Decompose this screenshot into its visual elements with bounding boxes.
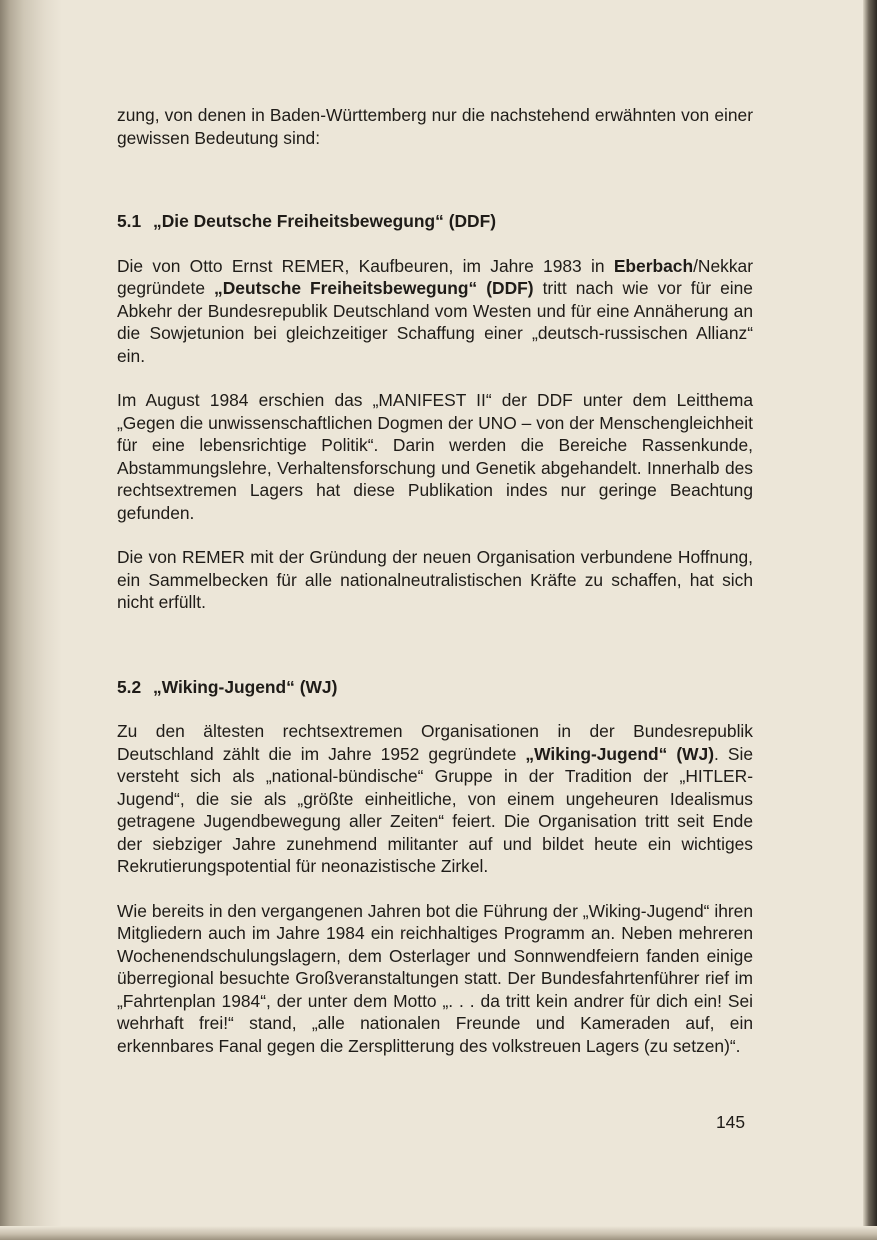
ddf-paragraph-1 bbox=[117, 255, 753, 368]
text-run: Zu den ältesten rechtsextremen Organisationen in der Bundesrepublik Deutschland zählt die im Jahre 1952 gegründete bbox=[117, 721, 753, 764]
section-title: „Wiking-Jugend“ (WJ) bbox=[153, 676, 338, 697]
bold-run: „Deutsche Freiheitsbewegung“ (DDF) bbox=[214, 278, 534, 298]
section-heading-5-2 bbox=[117, 676, 753, 699]
text-run: . Sie versteht sich als „national-bündische“ Gruppe in der Tradition der „HITLER-Jugend“, die sie als „größte einheitliche, von einem ungeheuren Idealismus getragene Jugendbewegung aller Zeiten“ feiert. Die Organisation tritt seit Ende der siebziger Jahre zunehmend militanter auf und bildet heute ein wichtiges Rekrutierungspotential für neonazistische Zirkel. bbox=[117, 743, 754, 876]
bold-run: Eberbach bbox=[613, 255, 694, 276]
intro-paragraph: zung, von denen in Baden-Württemberg nur die nachstehend erwähnten von einer gewissen Bedeutung sind: bbox=[117, 105, 753, 148]
wj-paragraph-1 bbox=[117, 720, 753, 878]
book-gutter-shadow bbox=[0, 0, 62, 1240]
text-run: Die von Otto Ernst REMER, Kaufbeuren, im Jahre 1983 in bbox=[117, 255, 614, 276]
bold-run: „Wiking-Jugend“ (WJ) bbox=[525, 743, 714, 764]
wj-paragraph-2: Wie bereits in den vergangenen Jahren bot die Führung der „Wiking-Jugend“ ihren Mitgliedern auch im Jahre 1984 ein reichhaltiges Programm an. Neben mehreren Wochenendschulungslagern, dem Osterlager und Sonnwendfeiern fanden einige überregional besuchte Großveranstaltungen statt. Der Bundesfahrtenführer rief im „Fahrtenplan 1984“, der unter dem Motto „. . . da tritt kein andrer für dich ein! Sei wehrhaft frei!“ stand, „alle nationalen Freunde und Kameraden auf, ein erkennbares Fanal gegen die Zersplitterung des volkstreuen Lagers (zu setzen)“. bbox=[117, 900, 753, 1056]
page-number: 145 bbox=[716, 1112, 746, 1132]
text-run: /Nekkar gegründete bbox=[117, 255, 753, 298]
text-run: tritt nach wie vor für eine Abkehr der Bundesrepublik Deutschland vom Westen und für eine Annäherung an die Sowjetunion bei gleichzeitiger Schaffung einer „deutsch-russischen Allianz“ ein. bbox=[117, 278, 753, 366]
section-title: „Die Deutsche Freiheitsbewegung“ (DDF) bbox=[153, 211, 497, 231]
page-content bbox=[117, 104, 753, 1057]
page-bottom-edge bbox=[0, 1226, 877, 1240]
ddf-paragraph-2: Im August 1984 erschien das „MANIFEST II“ der DDF unter dem Leitthema „Gegen die unwissenschaftlichen Dogmen der UNO – von der Menschengleichheit für eine lebensrichtige Politik“. Darin werden die Bereiche Rassenkunde, Abstammungslehre, Verhaltensforschung und Genetik abgehandelt. Innerhalb des rechtsextremen Lagers hat diese Publikation indes nur geringe Beachtung gefunden. bbox=[117, 390, 753, 523]
ddf-paragraph-3: Die von REMER mit der Gründung der neuen Organisation verbundene Hoffnung, ein Sammelbecken für alle nationalneutralistischen Kräfte zu schaffen, hat sich nicht erfüllt. bbox=[117, 547, 753, 612]
section-heading-5-1 bbox=[117, 210, 753, 233]
page-right-edge bbox=[863, 0, 877, 1240]
section-number: 5.2 bbox=[117, 676, 142, 697]
section-number: 5.1 bbox=[117, 211, 142, 231]
